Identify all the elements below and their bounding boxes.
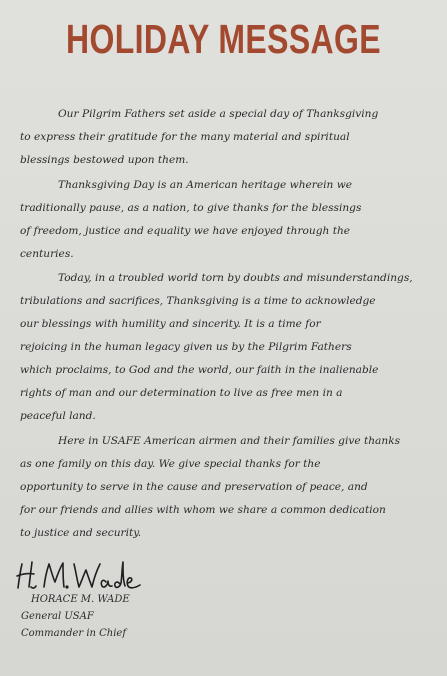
- message-line: Today, in a troubled world torn by doubts and misunderstandings,: [58, 272, 413, 284]
- page-title: HOLIDAY MESSAGE: [65, 16, 382, 62]
- message-line: blessings bestowed upon them.: [20, 154, 189, 166]
- message-line: rights of man and our determination to live as free men in a: [20, 387, 343, 399]
- message-line: our blessings with humility and sincerity. It is a time for: [20, 318, 321, 330]
- message-line: for our friends and allies with whom we share a common dedication: [20, 504, 386, 516]
- message-line: opportunity to serve in the cause and preservation of peace, and: [20, 481, 368, 493]
- message-line: as one family on this day. We give special thanks for the: [20, 458, 321, 470]
- message-line: to express their gratitude for the many material and spiritual: [20, 131, 350, 143]
- message-line: Thanksgiving Day is an American heritage wherein we: [58, 179, 353, 191]
- message-line: of freedom, justice and equality we have enjoyed through the: [20, 225, 351, 237]
- signatory-name: HORACE M. WADE: [31, 594, 130, 605]
- handwritten-signature: [14, 556, 144, 592]
- message-line: which proclaims, to God and the world, our faith in the inalienable: [20, 364, 379, 376]
- message-line: to justice and security.: [20, 527, 142, 539]
- message-line: Our Pilgrim Fathers set aside a special day of Thanksgiving: [58, 108, 379, 120]
- message-line: tribulations and sacrifices, Thanksgiving is a time to acknowledge: [20, 295, 376, 307]
- signatory-rank: General USAF: [21, 611, 94, 622]
- signatory-title: Commander in Chief: [21, 628, 127, 639]
- message-line: traditionally pause, as a nation, to give thanks for the blessings: [20, 202, 362, 214]
- message-line: Here in USAFE American airmen and their families give thanks: [58, 435, 401, 447]
- message-line: peaceful land.: [20, 410, 96, 422]
- message-line: centuries.: [20, 248, 74, 260]
- message-line: rejoicing in the human legacy given us by the Pilgrim Fathers: [20, 341, 352, 353]
